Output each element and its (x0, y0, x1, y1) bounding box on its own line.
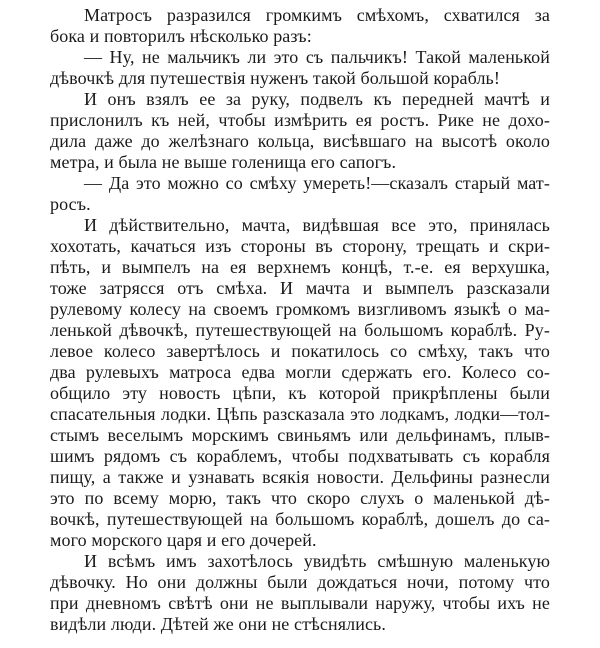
text-line: при дневномъ свѣтѣ они не выплывали наружу, чтобы ихъ не (50, 593, 550, 613)
text-line: И всѣмъ имъ захотѣлось увидѣть смѣшную маленькую (84, 551, 550, 571)
text-line: пѣть, и вымпелъ на ея верхнемъ концѣ, т.-е. ея верхушка, (50, 257, 550, 277)
text-line: ленькой дѣвочкѣ, путешествующей на большомъ кораблѣ. Ру- (50, 320, 550, 340)
text-line: общило эту новость цѣпи, къ которой прикрѣплены были (50, 383, 550, 403)
text-line: спасательныя лодки. Цѣпь разсказала это лодкамъ, лодки—тол- (50, 404, 550, 424)
text-line: И онъ взялъ ее за руку, подвелъ къ передней мачтѣ и (84, 89, 550, 109)
text-line: рулевому колесу на своемъ громкомъ визгливомъ языкѣ о ма- (50, 299, 550, 319)
text-line: И дѣйствительно, мачта, видѣвшая все это, принялась (84, 215, 550, 235)
text-line: дила даже до желѣзнаго кольца, висѣвшаго на высотѣ около (50, 131, 550, 151)
text-line: это по всему морю, такъ что скоро слухъ о маленькой дѣ- (50, 488, 550, 508)
text-line: росъ. (50, 194, 91, 214)
text-line: метра, и была не выше голенища его сапогъ. (50, 152, 397, 172)
text-line: дѣвочкѣ для путешествія нуженъ такой большой корабль! (50, 68, 500, 88)
text-line: мого морского царя и его дочерей. (50, 530, 317, 550)
text-line: бока и повторилъ нѣсколько разъ: (50, 26, 312, 46)
text-line: — Да это можно со смѣху умереть!—сказалъ старый мат- (84, 173, 550, 193)
text-line: шимъ рядомъ съ кораблемъ, чтобы подхватывать съ корабля (50, 446, 550, 466)
text-line: пищу, а также и узнавать всякія новости. Дельфины разнесли (50, 467, 550, 487)
text-line: видѣли люди. Дѣтей же они не стѣснялись. (50, 614, 386, 634)
text-line: стымъ веселымъ морскимъ свиньямъ или дельфинамъ, плыв- (50, 425, 550, 445)
text-line: — Ну, не мальчикъ ли это съ пальчикъ! Такой маленькой (84, 47, 550, 67)
text-line: хохотать, качаться изъ стороны въ сторону, трещать и скри- (50, 236, 550, 256)
text-line: два рулевыхъ матроса едва могли сдержать его. Колесо со- (50, 362, 550, 382)
text-line: Матросъ разразился громкимъ смѣхомъ, схватился за (84, 5, 550, 25)
text-line: тоже затрясся отъ смѣха. И мачта и вымпелъ разсказали (50, 278, 550, 298)
text-line: прислонилъ къ ней, чтобы измѣрить ея ростъ. Рике не дохо- (50, 110, 550, 130)
text-line: левое колесо завертѣлось и покатилось со смѣху, такъ что (50, 341, 550, 361)
text-line: дѣвочку. Но они должны были дождаться ночи, потому что (50, 572, 550, 592)
text-line: вочкѣ, путешествующей на большомъ кораблѣ, дошелъ до са- (50, 509, 550, 529)
